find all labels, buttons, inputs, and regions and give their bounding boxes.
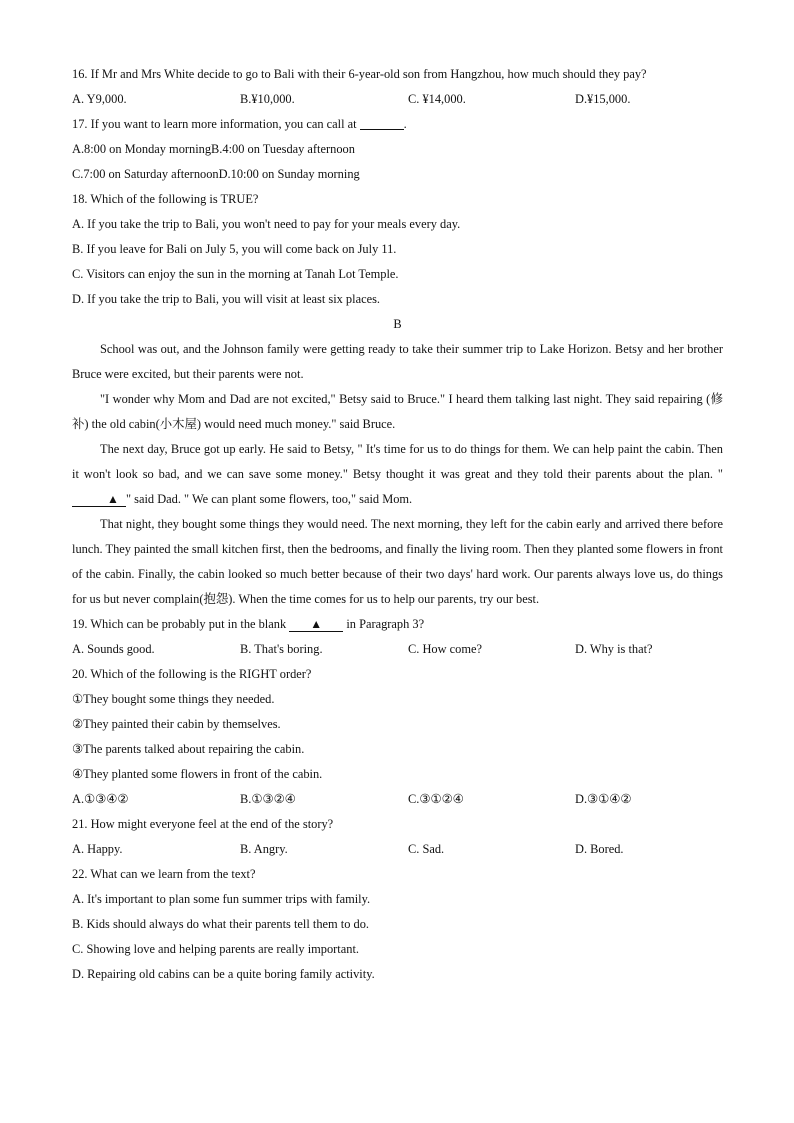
- triangle-blank: ▲: [289, 617, 343, 632]
- option-c[interactable]: C. Sad.: [408, 842, 445, 856]
- question-17-text: 17. If you want to learn more information, you can call at: [72, 117, 360, 131]
- passage-paragraph-4: That night, they bought some things they would need. The next morning, they left for the cabin early and arrived there before lunch. They painted the small kitchen first, then the bedrooms, and finally the living room. Then they planted some flowers in front of the cabin. Finally, the cabin looked so much better because of their two days' hard work. Our parents always love us, do things for us but never complain(抱怨). When the time comes for us to help our parents, try our best.: [72, 517, 723, 606]
- option-c[interactable]: C. Showing love and helping parents are really important.: [72, 942, 359, 956]
- answer-blank: [360, 115, 404, 130]
- question-19-options: [72, 637, 723, 662]
- option-a[interactable]: A. It's important to plan some fun summer trips with family.: [72, 892, 371, 906]
- triangle-blank: ▲: [72, 492, 126, 507]
- event-3: ③The parents talked about repairing the cabin.: [72, 742, 305, 756]
- question-17-options-line-2[interactable]: C.7:00 on Saturday afternoonD.10:00 on Sunday morning: [72, 167, 360, 181]
- option-b[interactable]: B. If you leave for Bali on July 5, you will come back on July 11.: [72, 242, 397, 256]
- option-b[interactable]: B. Angry.: [240, 842, 288, 856]
- question-17-end: .: [403, 117, 407, 131]
- worksheet-page: [72, 62, 723, 987]
- paragraph-3-text: The next day, Bruce got up early. He said to Betsy, " It's time for us to do things for them. We can help paint the cabin. Then it won't look so bad, and we can save some money." Betsy thought it was great and they told their parents about the plan. ": [72, 442, 723, 481]
- question-18-stem: 18. Which of the following is TRUE?: [72, 192, 259, 206]
- section-heading: B: [393, 317, 402, 331]
- option-a[interactable]: A. If you take the trip to Bali, you won't need to pay for your meals every day.: [72, 217, 461, 231]
- option-b[interactable]: B.①③②④: [240, 792, 296, 806]
- option-d[interactable]: D. If you take the trip to Bali, you will visit at least six places.: [72, 292, 380, 306]
- question-21-options: [72, 837, 723, 862]
- passage-paragraph-1: School was out, and the Johnson family were getting ready to take their summer trip to Lake Horizon. Betsy and her brother Bruce were excited, but their parents were not.: [72, 342, 723, 381]
- question-16-stem: 16. If Mr and Mrs White decide to go to Bali with their 6-year-old son from Hangzhou, how much should they pay?: [72, 67, 647, 81]
- question-19-stem: [72, 612, 723, 637]
- passage-paragraph-3: [72, 437, 723, 512]
- event-4: ④They planted some flowers in front of the cabin.: [72, 767, 323, 781]
- question-17-stem: [72, 112, 723, 137]
- question-17-options-line-1[interactable]: A.8:00 on Monday morningB.4:00 on Tuesday afternoon: [72, 142, 355, 156]
- option-b[interactable]: B. Kids should always do what their parents tell them to do.: [72, 917, 369, 931]
- paragraph-3-text-end: " said Dad. " We can plant some flowers, too," said Mom.: [126, 492, 413, 506]
- option-d[interactable]: D. Bored.: [575, 842, 624, 856]
- question-21-stem: 21. How might everyone feel at the end of the story?: [72, 817, 334, 831]
- question-22-stem: 22. What can we learn from the text?: [72, 867, 256, 881]
- option-c[interactable]: C. ¥14,000.: [408, 92, 466, 106]
- question-19-text: 19. Which can be probably put in the blank: [72, 617, 290, 631]
- option-b[interactable]: B.¥10,000.: [240, 92, 295, 106]
- question-16-options: [72, 87, 723, 112]
- option-d[interactable]: D.¥15,000.: [575, 92, 631, 106]
- event-2: ②They painted their cabin by themselves.: [72, 717, 281, 731]
- option-d[interactable]: D. Why is that?: [575, 642, 653, 656]
- option-a[interactable]: A. Happy.: [72, 842, 123, 856]
- event-1: ①They bought some things they needed.: [72, 692, 275, 706]
- option-d[interactable]: D.③①④②: [575, 792, 632, 806]
- option-a[interactable]: A.①③④②: [72, 792, 129, 806]
- question-20-options: [72, 787, 723, 812]
- question-20-stem: 20. Which of the following is the RIGHT order?: [72, 667, 312, 681]
- option-c[interactable]: C.③①②④: [408, 792, 464, 806]
- option-c[interactable]: C. How come?: [408, 642, 482, 656]
- question-19-text-end: in Paragraph 3?: [343, 617, 425, 631]
- option-d[interactable]: D. Repairing old cabins can be a quite boring family activity.: [72, 967, 375, 981]
- option-c[interactable]: C. Visitors can enjoy the sun in the morning at Tanah Lot Temple.: [72, 267, 399, 281]
- option-a[interactable]: A. Y9,000.: [72, 92, 127, 106]
- option-a[interactable]: A. Sounds good.: [72, 642, 155, 656]
- passage-paragraph-2: "I wonder why Mom and Dad are not excited," Betsy said to Bruce." I heard them talking last night. They said repairing (修补) the old cabin(小木屋) would need much money." said Bruce.: [72, 392, 723, 431]
- option-b[interactable]: B. That's boring.: [240, 642, 323, 656]
